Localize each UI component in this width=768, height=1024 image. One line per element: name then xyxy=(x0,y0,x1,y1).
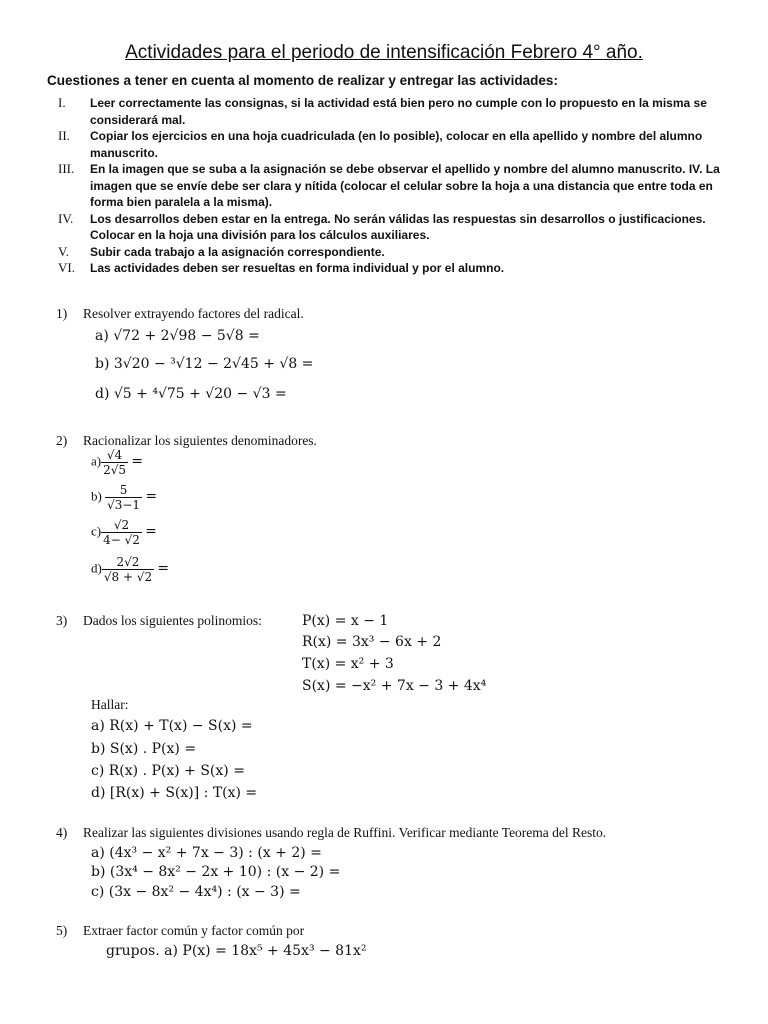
polynomial-s: S(x) = −x² + 7x − 3 + 4x⁴ xyxy=(302,678,487,694)
exercise-number: 4) xyxy=(56,825,68,840)
list-item xyxy=(50,211,720,244)
rule-text: Copiar los ejercicios en una hoja cuadriculada (en lo posible), colocar en ella apellido y nombre del alumno manuscrito. xyxy=(90,129,703,160)
rule-text: Los desarrollos deben estar en la entrega. No serán válidas las respuestas sin desarrollos o justificaciones. Colocar en la hoja una división para los cálculos auxiliares. xyxy=(90,211,706,242)
rule-number: IV. xyxy=(58,210,74,226)
equals-sign: = xyxy=(145,488,158,505)
list-item xyxy=(50,260,720,277)
rule-text: Las actividades deben ser resueltas en forma individual y por el alumno. xyxy=(90,261,505,275)
denominator: 2√5 xyxy=(103,463,127,477)
equals-sign: = xyxy=(131,453,144,470)
polynomial-t: T(x) = x² + 3 xyxy=(302,656,394,672)
list-item xyxy=(50,128,720,161)
numerator: 5 xyxy=(119,483,128,497)
denominator: 4− √2 xyxy=(103,533,140,547)
denominator: √8 + √2 xyxy=(103,570,153,584)
list-item xyxy=(50,161,720,211)
exercise-2-b xyxy=(91,483,157,512)
rule-number: III. xyxy=(58,161,75,176)
exercise-3-b: b) S(x) . P(x) = xyxy=(91,741,197,757)
rule-text: Leer correctamente las consignas, si la actividad está bien pero no cumple con lo propuesto en la misma se considerará mal. xyxy=(90,96,707,127)
exercise-number: 2) xyxy=(56,433,68,448)
exercise-2-c xyxy=(91,518,157,547)
exercise-1-d: d) √5 + ⁴√75 + √20 − √3 = xyxy=(95,386,287,402)
rule-number: VI. xyxy=(58,260,75,275)
exercise-2-d xyxy=(91,555,169,584)
item-label: a) xyxy=(91,453,102,469)
exercise-4-c: c) (3x − 8x² − 4x⁴) : (x − 3) = xyxy=(91,884,301,900)
exercise-heading: Realizar las siguientes divisiones usando regla de Ruffini. Verificar mediante Teorema del Resto. xyxy=(83,825,607,840)
numerator: √2 xyxy=(113,518,130,532)
polynomial-p: P(x) = x − 1 xyxy=(302,613,389,629)
rule-number: I. xyxy=(58,95,66,110)
exercise-number: 5) xyxy=(56,923,68,938)
exercise-heading: Dados los siguientes polinomios: xyxy=(83,613,262,628)
exercise-4-b: b) (3x⁴ − 8x² − 2x + 10) : (x − 2) = xyxy=(91,864,341,880)
exercise-3-d: d) [R(x) + S(x)] : T(x) = xyxy=(91,785,258,801)
rule-text: Subir cada trabajo a la asignación correspondiente. xyxy=(90,244,385,259)
rules-list xyxy=(50,95,720,277)
exercise-heading: Racionalizar los siguientes denominadores. xyxy=(83,433,317,448)
exercise-heading: Resolver extrayendo factores del radical. xyxy=(83,306,304,321)
numerator: 2√2 xyxy=(116,555,140,569)
page-title: Actividades para el periodo de intensificación Febrero 4° año. xyxy=(125,42,643,63)
item-label: d) xyxy=(91,560,102,576)
exercise-2-a xyxy=(91,448,143,477)
exercise-5-a: grupos. a) P(x) = 18x⁵ + 45x³ − 81x² xyxy=(106,943,367,959)
exercise-3-c: c) R(x) . P(x) + S(x) = xyxy=(91,763,245,779)
list-item xyxy=(50,95,720,128)
rule-number: V. xyxy=(58,243,69,259)
list-item xyxy=(50,244,720,261)
exercise-number: 1) xyxy=(56,306,68,321)
exercise-4-a: a) (4x³ − x² + 7x − 3) : (x + 2) = xyxy=(91,845,322,861)
exercise-heading: Extraer factor común y factor común por xyxy=(83,923,305,938)
rule-text: En la imagen que se suba a la asignación se debe observar el apellido y nombre del alumno manuscrito. IV. La imagen que se envíe debe ser clara y nítida (colocar el celular sobre la hoja a una distancia que entre toda en forma bien paralela a la misma). xyxy=(90,162,720,209)
exercise-3-a: a) R(x) + T(x) − S(x) = xyxy=(91,718,253,734)
numerator: √4 xyxy=(106,448,123,462)
exercise-1-b: b) 3√20 − ³√12 − 2√45 + √8 = xyxy=(95,356,314,372)
equals-sign: = xyxy=(145,523,157,540)
item-label: b) xyxy=(91,488,102,504)
instructions-heading: Cuestiones a tener en cuenta al momento de realizar y entregar las actividades: xyxy=(47,73,558,88)
exercise-1-a: a) √72 + 2√98 − 5√8 = xyxy=(95,328,260,344)
denominator: √3−1 xyxy=(107,498,141,512)
hallar-label: Hallar: xyxy=(91,697,129,712)
exercise-number: 3) xyxy=(56,613,68,628)
polynomial-r: R(x) = 3x³ − 6x + 2 xyxy=(302,634,442,650)
item-label: c) xyxy=(91,523,102,539)
rule-number: II. xyxy=(58,128,70,143)
equals-sign: = xyxy=(157,560,170,577)
